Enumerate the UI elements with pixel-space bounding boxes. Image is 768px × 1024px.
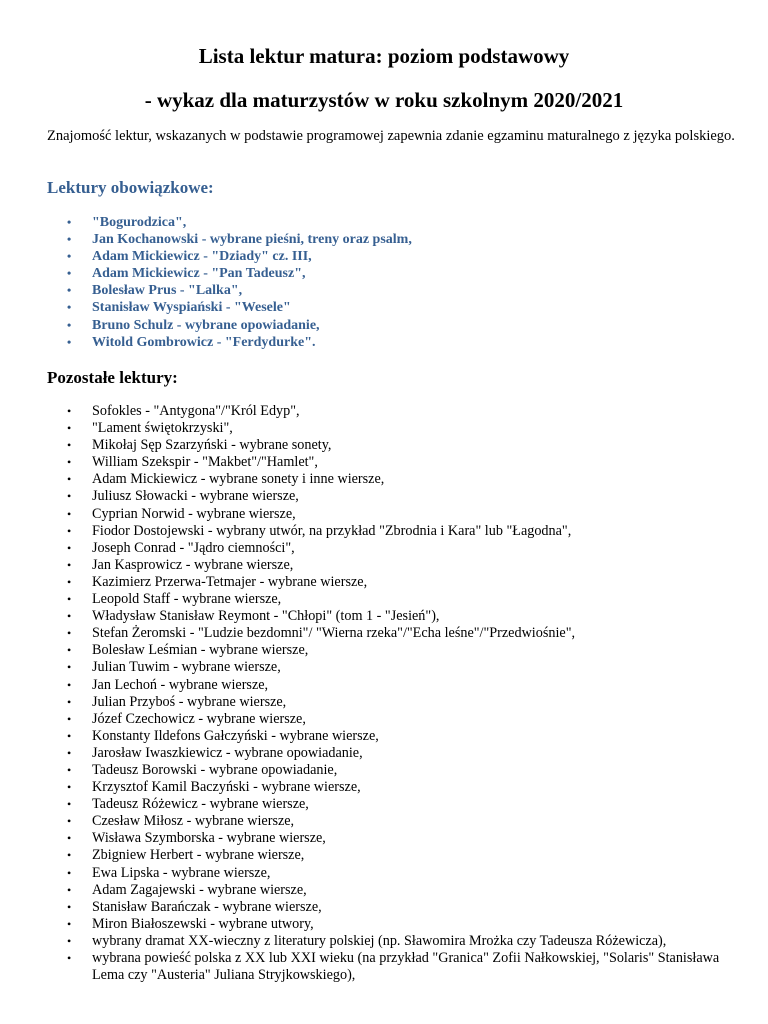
bullet-icon: • <box>67 916 72 931</box>
list-item-text: Wisława Szymborska - wybrane wiersze, <box>92 830 326 847</box>
list-item-text: "Lament świętokrzyski", <box>92 420 233 437</box>
list-item <box>0 557 732 574</box>
list-item-text: Władysław Stanisław Reymont - "Chłopi" (tom 1 - "Jesień"), <box>92 608 440 625</box>
bullet-icon: • <box>67 745 72 760</box>
document-title: Lista lektur matura: poziom podstawowy <box>198 44 570 68</box>
list-item-text: wybrana powieść polska z XX lub XXI wieku (na przykład "Granica" Zofii Nałkowskiej, "Solaris" Stanisława Lema czy "Austeria" Juliana Stryjkowskiego), <box>92 950 720 984</box>
bullet-icon: • <box>67 814 72 829</box>
bullet-icon: • <box>67 626 72 641</box>
list-item <box>0 403 732 420</box>
list-item <box>0 625 732 642</box>
bullet-icon: • <box>67 438 72 453</box>
list-item <box>0 659 732 676</box>
list-item <box>0 488 732 505</box>
list-item-text: Józef Czechowicz - wybrane wiersze, <box>92 710 306 727</box>
list-item-text: Jan Lechoń - wybrane wiersze, <box>92 676 269 693</box>
list-item-text: Jan Kochanowski - wybrane pieśni, treny oraz psalm, <box>92 232 412 248</box>
bullet-icon: • <box>67 317 72 332</box>
list-item <box>0 796 732 813</box>
bullet-icon: • <box>67 609 72 624</box>
list-item-text: Bolesław Leśmian - wybrane wiersze, <box>92 642 309 659</box>
list-item <box>0 420 732 437</box>
list-item-text: Bolesław Prus - "Lalka", <box>92 283 243 299</box>
bullet-icon: • <box>67 215 72 229</box>
bullet-icon: • <box>67 933 72 948</box>
bullet-icon: • <box>67 249 72 264</box>
list-item <box>0 506 732 523</box>
list-item <box>0 882 732 899</box>
list-item <box>0 608 732 625</box>
intro-paragraph: Znajomość lektur, wskazanych w podstawie programowej zapewnia zdanie egzaminu maturalnego z języka polskiego. <box>47 128 735 144</box>
list-item <box>0 437 732 454</box>
list-item-text: Adam Zagajewski - wybrane wiersze, <box>92 881 307 898</box>
bullet-icon: • <box>67 283 72 298</box>
list-item-text: Tadeusz Borowski - wybrane opowiadanie, <box>92 761 338 778</box>
list-item <box>0 694 732 711</box>
list-item <box>0 677 732 694</box>
list-item <box>0 711 732 728</box>
list-item-text: Stefan Żeromski - "Ludzie bezdomni"/ "Wierna rzeka"/"Echa leśne"/"Przedwiośnie", <box>92 625 576 642</box>
list-item-text: Joseph Conrad - "Jądro ciemności", <box>92 539 295 556</box>
list-item-text: Jan Kasprowicz - wybrane wiersze, <box>92 556 294 573</box>
list-item-text: William Szekspir - "Makbet"/"Hamlet", <box>92 454 318 471</box>
list-item <box>0 847 732 864</box>
list-item-text: Tadeusz Różewicz - wybrane wiersze, <box>92 796 309 813</box>
list-item-text: Leopold Staff - wybrane wiersze, <box>92 591 282 608</box>
document-subtitle: - wykaz dla maturzystów w roku szkolnym 2020/2021 <box>144 88 624 112</box>
list-item-text: Miron Białoszewski - wybrane utwory, <box>92 915 314 932</box>
list-item-text: Stanisław Wyspiański - "Wesele" <box>92 300 291 316</box>
list-item <box>0 523 732 540</box>
bullet-icon: • <box>67 899 72 914</box>
list-item-text: Krzysztof Kamil Baczyński - wybrane wiersze, <box>92 779 361 796</box>
list-item <box>0 231 732 248</box>
list-item-text: Witold Gombrowicz - "Ferdydurke". <box>92 334 316 350</box>
list-item <box>0 865 732 882</box>
list-item-text: Kazimierz Przerwa-Tetmajer - wybrane wiersze, <box>92 573 368 590</box>
list-item <box>0 916 732 933</box>
list-item-text: Sofokles - "Antygona"/"Król Edyp", <box>92 403 300 419</box>
bullet-icon: • <box>67 421 72 436</box>
bullet-icon: • <box>67 300 72 315</box>
list-item <box>0 779 732 796</box>
bullet-icon: • <box>67 951 72 965</box>
bullet-icon: • <box>67 540 72 555</box>
list-item <box>0 899 732 916</box>
bullet-icon: • <box>67 472 72 487</box>
bullet-icon: • <box>67 404 72 418</box>
list-item <box>0 214 732 231</box>
list-item <box>0 728 732 745</box>
list-item <box>0 471 732 488</box>
list-item <box>0 334 732 351</box>
list-item-text: Julian Tuwim - wybrane wiersze, <box>92 659 281 676</box>
list-item-text: wybrany dramat XX-wieczny z literatury polskiej (np. Sławomira Mrożka czy Tadeusza Różewicza), <box>92 932 667 949</box>
bullet-icon: • <box>67 797 72 812</box>
list-item-text: Zbigniew Herbert - wybrane wiersze, <box>92 847 305 864</box>
bullet-icon: • <box>67 882 72 897</box>
list-item <box>0 248 732 265</box>
list-item <box>0 540 732 557</box>
list-item <box>0 454 732 471</box>
list-item-text: "Bogurodzica", <box>92 215 187 230</box>
list-item <box>0 282 732 299</box>
list-item <box>0 933 732 950</box>
list-item <box>0 317 732 334</box>
list-item-text: Stanisław Barańczak - wybrane wiersze, <box>92 898 322 915</box>
bullet-icon: • <box>67 865 72 880</box>
bullet-icon: • <box>67 455 72 470</box>
list-item <box>0 950 732 984</box>
list-item <box>0 745 732 762</box>
bullet-icon: • <box>67 728 72 743</box>
list-item-text: Konstanty Ildefons Gałczyński - wybrane wiersze, <box>92 727 379 744</box>
list-item <box>0 642 732 659</box>
required-readings-list <box>0 214 732 351</box>
list-item-text: Bruno Schulz - wybrane opowiadanie, <box>92 317 320 333</box>
list-item <box>0 265 732 282</box>
list-item-text: Fiodor Dostojewski - wybrany utwór, na przykład "Zbrodnia i Kara" lub "Łagodna", <box>92 522 572 539</box>
list-item-text: Adam Mickiewicz - "Pan Tadeusz", <box>92 266 306 282</box>
list-item-text: Czesław Miłosz - wybrane wiersze, <box>92 813 295 830</box>
list-item-text: Julian Przyboś - wybrane wiersze, <box>92 693 287 710</box>
bullet-icon: • <box>67 643 72 658</box>
bullet-icon: • <box>67 506 72 521</box>
bullet-icon: • <box>67 592 72 607</box>
other-readings-list <box>0 403 732 984</box>
bullet-icon: • <box>67 574 72 589</box>
list-item-text: Jarosław Iwaszkiewicz - wybrane opowiadanie, <box>92 744 363 761</box>
bullet-icon: • <box>67 489 72 504</box>
bullet-icon: • <box>67 848 72 863</box>
bullet-icon: • <box>67 677 72 692</box>
list-item <box>0 591 732 608</box>
required-readings-heading: Lektury obowiązkowe: <box>47 178 214 197</box>
list-item <box>0 762 732 779</box>
bullet-icon: • <box>67 232 72 247</box>
bullet-icon: • <box>67 694 72 709</box>
bullet-icon: • <box>67 780 72 795</box>
list-item-text: Mikołaj Sęp Szarzyński - wybrane sonety, <box>92 437 332 454</box>
bullet-icon: • <box>67 334 72 349</box>
bullet-icon: • <box>67 523 72 538</box>
list-item-text: Adam Mickiewicz - "Dziady" cz. III, <box>92 249 312 265</box>
list-item-text: Adam Mickiewicz - wybrane sonety i inne wiersze, <box>92 471 385 488</box>
bullet-icon: • <box>67 266 72 281</box>
list-item-text: Juliusz Słowacki - wybrane wiersze, <box>92 488 299 505</box>
list-item-text: Cyprian Norwid - wybrane wiersze, <box>92 505 296 522</box>
bullet-icon: • <box>67 762 72 777</box>
bullet-icon: • <box>67 711 72 726</box>
bullet-icon: • <box>67 557 72 572</box>
list-item <box>0 830 732 847</box>
list-item-text: Ewa Lipska - wybrane wiersze, <box>92 864 271 881</box>
bullet-icon: • <box>67 660 72 675</box>
bullet-icon: • <box>67 831 72 846</box>
list-item <box>0 813 732 830</box>
list-item <box>0 574 732 591</box>
list-item <box>0 299 732 316</box>
other-readings-heading: Pozostałe lektury: <box>47 368 178 387</box>
